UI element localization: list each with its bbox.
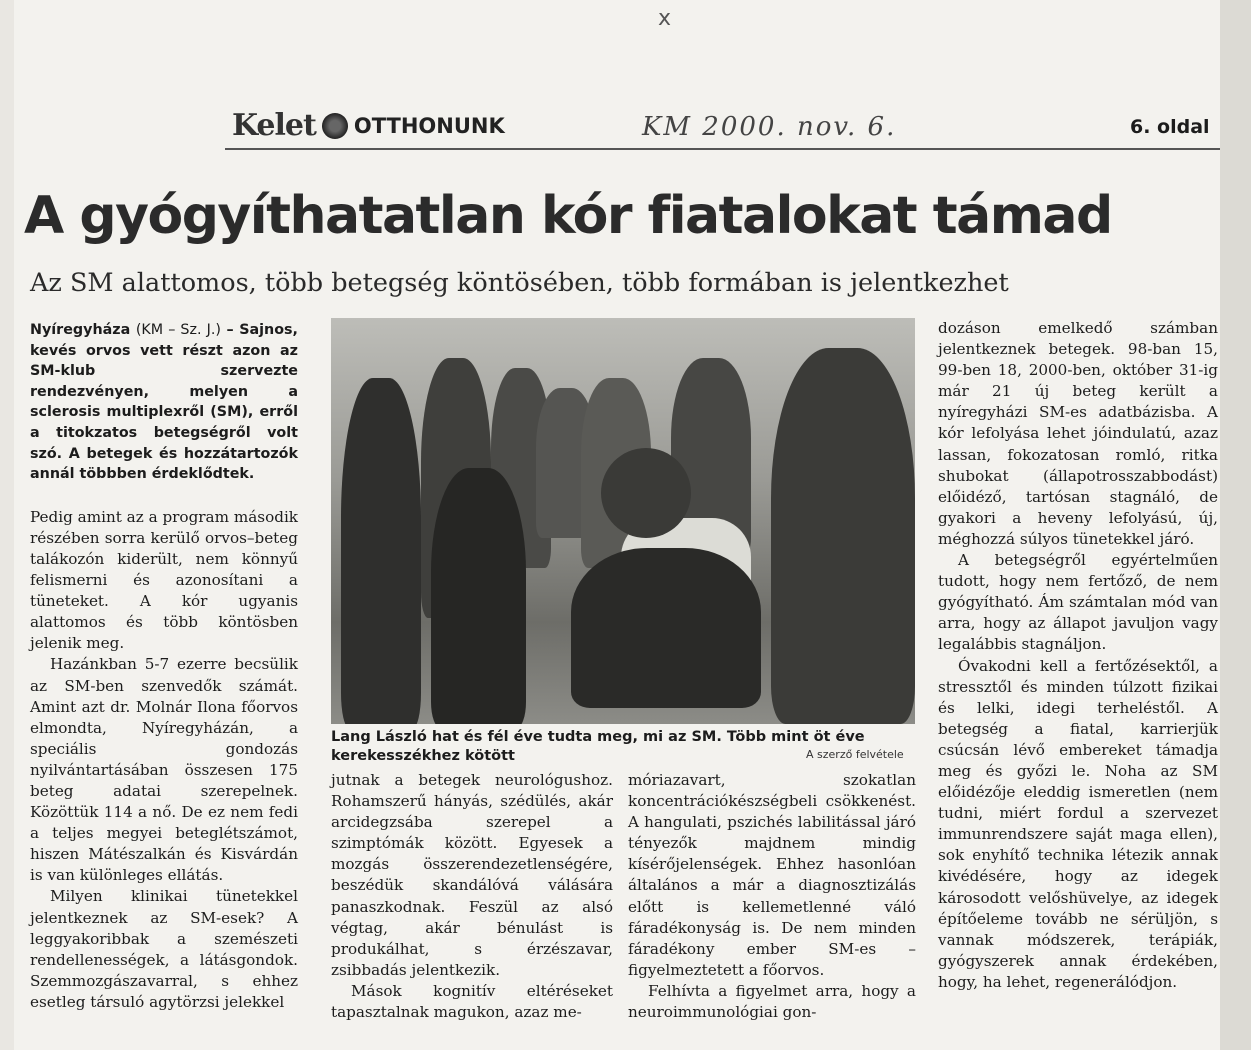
article-photo	[331, 318, 915, 724]
emblem-icon	[322, 113, 348, 139]
logo-text: Kelet	[232, 108, 316, 143]
top-mark: x	[658, 6, 672, 31]
paragraph: Óvakodni kell a fertőzésektől, a stressztől és minden túlzott fizikai és lelki, idegi terheléstől. A betegség a fiatal, karrierjük csúcsán lévő embereket támadja meg és győzi le. Noha az SM előidézője eleddig ismeretlen (nem tudni, miért fordul a szervezet immunrendszere saját maga ellen), sok enyhítő technika létezik annak kivédésére, hogy az idegek károsodott velőshüvelye, az idegek építőeleme tovább ne sérüljön, s vannak módszerek, terápiák, gyógyszerek annak érdekében, hogy, ha lehet, regenerálódjon.	[938, 656, 1218, 991]
column-1	[30, 320, 298, 1013]
paragraph: dozáson emelkedő számban jelentkeznek betegek. 98-ban 15, 99-ben 18, 2000-ben, október 31-ig már 21 új beteg került a nyíregyházi SM-es adatbázisba. A kór lefolyása lehet jóindulatú, azaz lassan, fokozatosan romló, ritka shubokat (állapotrosszabbodást) előidéző, tartósan stagnáló, de gyakori a heveny lefolyású, új, méghozzá súlyos tünetekkel járó.	[938, 319, 1218, 548]
paragraph: Felhívta a figyelmet arra, hogy a neuroimmunológiai gon-	[628, 981, 916, 1022]
column-2	[331, 770, 613, 1023]
section-name: OTTHONUNK	[353, 113, 505, 138]
header-rule	[225, 148, 1220, 150]
lead-paragraph: Nyíregyháza (KM – Sz. J.) – Sajnos, kevés orvos vett részt azon az SM-klub szervezte rendezvényen, melyen a sclerosis multiplexről (SM), erről a titokzatos betegségről volt szó. A betegek és hozzátartozók annál többben érdeklődtek.	[30, 322, 298, 483]
paragraph: Pedig amint az a program második részében sorra kerülő orvos–beteg talákozón kiderült, nem könnyű felismerni és azonosítani a tüneteket. A kór ugyanis alattomos és több köntösben jelenik meg.	[30, 507, 299, 653]
paragraph: jutnak a betegek neurológushoz. Rohamszerű hányás, szédülés, akár arcidegzsába szerepel a szimptómák között. Egyesek a mozgás összerendezetlenségére, beszédük skandálóvá válására panaszkodnak. Feszül az alsó végtag, akár bénulást is produkálhat, s érzészavar, zsibbadás jelentkezik.	[331, 771, 613, 979]
paragraph: Hazánkban 5-7 ezerre becsülik az SM-ben szenvedők számát. Amint azt dr. Molnár Ilona főorvos elmondta, Nyíregyházán, a speciális gondozás nyilvántartásában összesen 175 beteg adatai szerepelnek. Közöttük 114 a nő. De ez nem fedi a teljes megyei beteglétszámot, hiszen Mátészalkán és Kisvárdán is van különleges ellátás.	[30, 655, 298, 885]
photo-credit: A szerző felvétele	[806, 748, 904, 761]
paragraph: A betegségről egyértelműen tudott, hogy nem fertőző, de nem gyógyítható. Ám számtalan mód van arra, hogy az állapot javuljon vagy legalábbis stagnáljon.	[938, 551, 1218, 654]
photo-caption: Lang László hat és fél éve tudta meg, mi az SM. Több mint öt éve kerekesszékhez kötött	[331, 729, 865, 764]
headline: A gyógyíthatatlan kór fiatalokat támad	[24, 186, 1112, 246]
paragraph: móriazavart, szokatlan koncentrációkészségbeli csökkenést. A hangulati, pszichés labilitással járó tényezők majdnem mindig kísérőjelenségek. Ehhez hasonlóan általános a már a diagnosztizálás előtt is kellemetlenné váló fáradékonyság is. De nem minden fáradékony ember SM-es – figyelmeztetett a főorvos.	[628, 771, 916, 979]
column-3	[628, 770, 916, 1023]
scan-edge	[1220, 0, 1251, 1050]
paragraph: Milyen klinikai tünetekkel jelentkeznek az SM-esek? A leggyakoribbak a szemészeti rendellenességek, a látásgondok. Szemmozgászavarral, s ehhez esetleg társuló agytörzsi jelekkel	[30, 887, 298, 1011]
handwritten-note: KM 2000. nov. 6.	[642, 112, 897, 142]
paragraph: Mások kognitív eltéréseket tapasztalnak magukon, azaz me-	[331, 981, 613, 1022]
subheadline: Az SM alattomos, több betegség köntösében, több formában is jelentkezhet	[30, 268, 1009, 298]
column-4	[938, 318, 1218, 993]
page-number: 6. oldal	[1130, 116, 1210, 138]
masthead-logo	[232, 108, 505, 143]
